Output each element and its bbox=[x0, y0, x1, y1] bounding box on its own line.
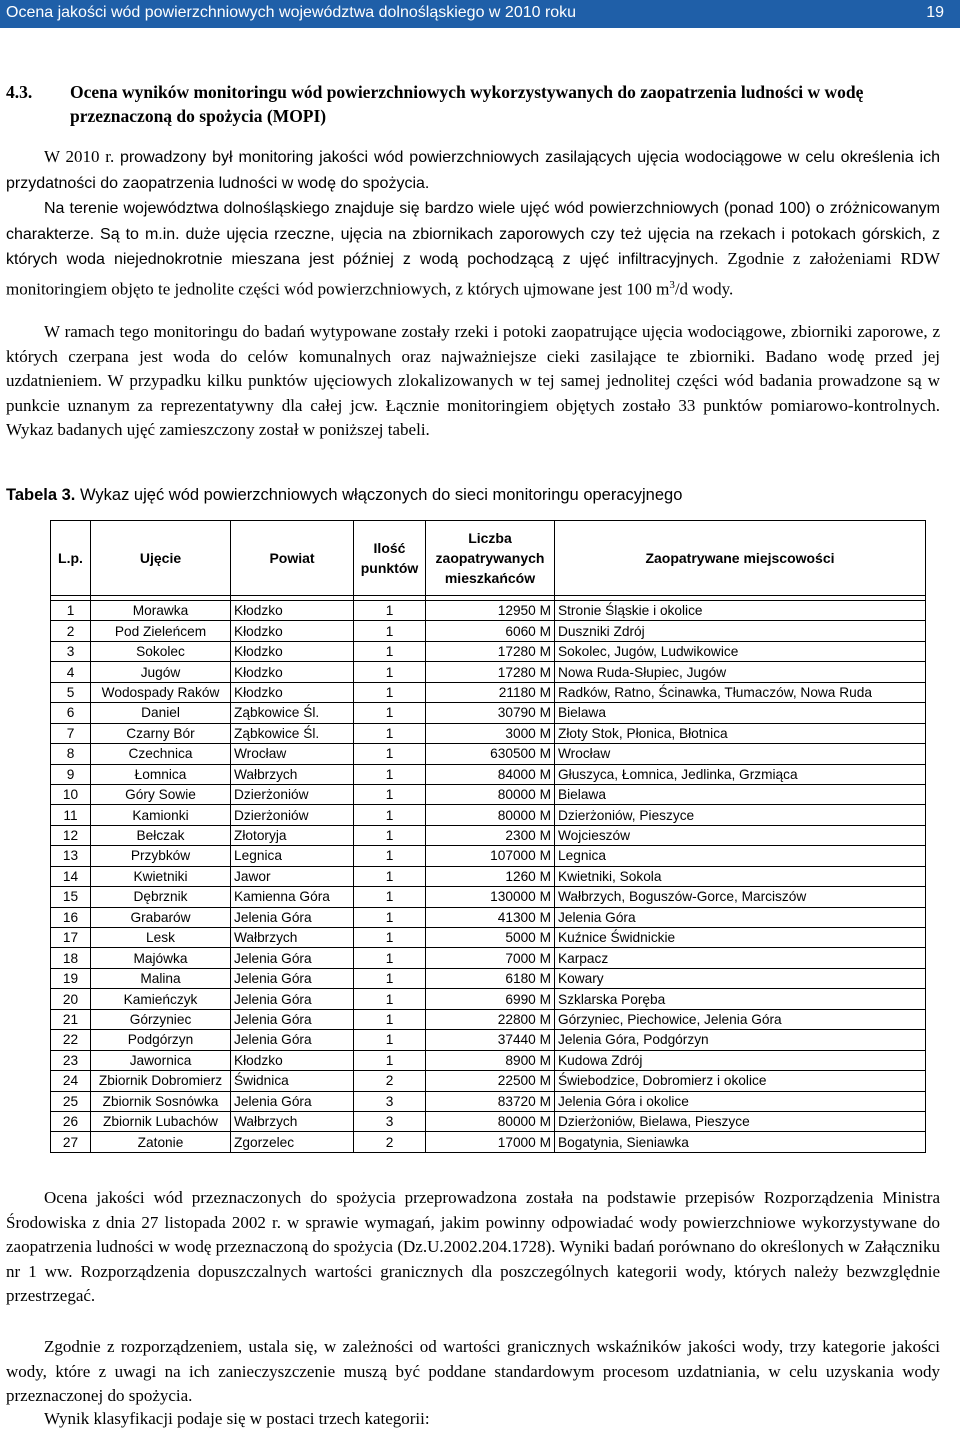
table-row bbox=[51, 1050, 926, 1070]
cell-miejscowosci: Złoty Stok, Płonica, Błotnica bbox=[555, 723, 926, 743]
cell-ujecie: Morawka bbox=[91, 601, 231, 621]
cell-ilosc: 1 bbox=[354, 1009, 426, 1029]
cell-liczba: 130000 M bbox=[426, 887, 555, 907]
cell-miejscowosci: Kwietniki, Sokola bbox=[555, 866, 926, 886]
cell-ilosc: 1 bbox=[354, 846, 426, 866]
table-row bbox=[51, 989, 926, 1009]
cell-ilosc: 1 bbox=[354, 805, 426, 825]
cell-miejscowosci: Kudowa Zdrój bbox=[555, 1050, 926, 1070]
cell-ujecie: Lesk bbox=[91, 928, 231, 948]
cell-ujecie: Majówka bbox=[91, 948, 231, 968]
cell-ujecie: Zbiornik Lubachów bbox=[91, 1111, 231, 1131]
table-row bbox=[51, 723, 926, 743]
header-liczba-mieszkancow: Liczba zaopatrywanych mieszkańców bbox=[426, 521, 555, 596]
cell-ilosc: 1 bbox=[354, 1030, 426, 1050]
paragraph-2-sans: Na terenie województwa dolnośląskiego znajduje się bardzo wiele ujęć wód powierzchniowych (ponad 100) o zróżnicowanym charakterze. Są to m.in. duże ujęcia rzeczne, ujęcia na zbiornikach zaporowych czy też ujęcia na rzekach i potokach górskich, z których woda niejednokrotnie mieszana jest później z wodą pochodzącą z ujęć infiltracyjnych. bbox=[6, 200, 940, 269]
cell-powiat: Świdnica bbox=[231, 1071, 354, 1091]
cell-ujecie: Zbiornik Dobromierz bbox=[91, 1071, 231, 1091]
table-row bbox=[51, 641, 926, 661]
cell-miejscowosci: Bielawa bbox=[555, 703, 926, 723]
header-ilosc-punktow: Ilość punktów bbox=[354, 521, 426, 596]
cell-lp: 21 bbox=[51, 1009, 91, 1029]
cell-liczba: 41300 M bbox=[426, 907, 555, 927]
cell-ilosc: 1 bbox=[354, 784, 426, 804]
cell-ujecie: Łomnica bbox=[91, 764, 231, 784]
cell-liczba: 17280 M bbox=[426, 662, 555, 682]
cell-powiat: Wrocław bbox=[231, 744, 354, 764]
paragraph-2-end: /d wody. bbox=[674, 279, 734, 299]
cell-miejscowosci: Stronie Śląskie i okolice bbox=[555, 601, 926, 621]
cell-ujecie: Podgórzyn bbox=[91, 1030, 231, 1050]
cell-lp: 25 bbox=[51, 1091, 91, 1111]
cell-powiat: Kamienna Góra bbox=[231, 887, 354, 907]
table-row bbox=[51, 805, 926, 825]
cell-powiat: Jelenia Góra bbox=[231, 907, 354, 927]
cell-miejscowosci: Dzierżoniów, Bielawa, Pieszyce bbox=[555, 1111, 926, 1131]
cell-ujecie: Malina bbox=[91, 968, 231, 988]
section-number: 4.3. bbox=[6, 82, 33, 102]
cell-powiat: Kłodzko bbox=[231, 662, 354, 682]
cell-powiat: Jelenia Góra bbox=[231, 1091, 354, 1111]
table-row bbox=[51, 907, 926, 927]
cell-powiat: Wałbrzych bbox=[231, 928, 354, 948]
paragraph-1-body: prowadzony był monitoring jakości wód powierzchniowych zasilających ujęcia wodociągowe w celu określenia ich przydatności do zaopatrzenia ludności w wodę do spożycia. bbox=[6, 149, 940, 192]
paragraph-1-lead: W 2010 r. bbox=[44, 147, 120, 166]
cell-lp: 14 bbox=[51, 866, 91, 886]
cell-liczba: 84000 M bbox=[426, 764, 555, 784]
cell-lp: 11 bbox=[51, 805, 91, 825]
table-row bbox=[51, 764, 926, 784]
cell-ilosc: 1 bbox=[354, 744, 426, 764]
paragraph-1 bbox=[6, 145, 940, 196]
cell-lp: 22 bbox=[51, 1030, 91, 1050]
cell-ilosc: 1 bbox=[354, 621, 426, 641]
cell-lp: 3 bbox=[51, 641, 91, 661]
cell-ujecie: Daniel bbox=[91, 703, 231, 723]
cell-lp: 16 bbox=[51, 907, 91, 927]
table-row bbox=[51, 1030, 926, 1050]
cell-liczba: 22800 M bbox=[426, 1009, 555, 1029]
cell-miejscowosci: Bielawa bbox=[555, 784, 926, 804]
cell-ilosc: 1 bbox=[354, 641, 426, 661]
cell-ilosc: 1 bbox=[354, 764, 426, 784]
table-row bbox=[51, 703, 926, 723]
cell-miejscowosci: Wałbrzych, Boguszów-Gorce, Marciszów bbox=[555, 887, 926, 907]
cell-ilosc: 1 bbox=[354, 662, 426, 682]
header-lp: L.p. bbox=[51, 521, 91, 596]
cell-lp: 4 bbox=[51, 662, 91, 682]
table-row bbox=[51, 968, 926, 988]
cell-ujecie: Kamionki bbox=[91, 805, 231, 825]
cell-ilosc: 2 bbox=[354, 1132, 426, 1152]
cell-powiat: Kłodzko bbox=[231, 682, 354, 702]
cell-lp: 12 bbox=[51, 825, 91, 845]
cell-ilosc: 1 bbox=[354, 887, 426, 907]
cell-liczba: 6180 M bbox=[426, 968, 555, 988]
cell-powiat: Zgorzelec bbox=[231, 1132, 354, 1152]
cell-powiat: Dzierżoniów bbox=[231, 784, 354, 804]
cell-miejscowosci: Duszniki Zdrój bbox=[555, 621, 926, 641]
section-heading bbox=[6, 80, 946, 128]
cell-powiat: Jelenia Góra bbox=[231, 989, 354, 1009]
table-row bbox=[51, 601, 926, 621]
table-caption-label: Tabela 3. bbox=[6, 486, 76, 504]
cell-liczba: 5000 M bbox=[426, 928, 555, 948]
cell-ilosc: 1 bbox=[354, 968, 426, 988]
table-row bbox=[51, 948, 926, 968]
cell-lp: 15 bbox=[51, 887, 91, 907]
cell-miejscowosci: Wrocław bbox=[555, 744, 926, 764]
cell-ilosc: 1 bbox=[354, 1050, 426, 1070]
table-row bbox=[51, 784, 926, 804]
cell-liczba: 6990 M bbox=[426, 989, 555, 1009]
cell-liczba: 17280 M bbox=[426, 641, 555, 661]
cell-lp: 27 bbox=[51, 1132, 91, 1152]
cell-ujecie: Kwietniki bbox=[91, 866, 231, 886]
table-row bbox=[51, 744, 926, 764]
cell-ilosc: 1 bbox=[354, 989, 426, 1009]
cell-powiat: Ząbkowice Śl. bbox=[231, 723, 354, 743]
cell-liczba: 6060 M bbox=[426, 621, 555, 641]
cell-miejscowosci: Jelenia Góra bbox=[555, 907, 926, 927]
cell-ilosc: 1 bbox=[354, 682, 426, 702]
paragraph-2-serif: Zgodnie z założeniami RDW monitoringiem objęto te jednolite części wód powierzchniowych, z których ujmowane jest 100 m bbox=[6, 249, 940, 299]
cell-powiat: Kłodzko bbox=[231, 641, 354, 661]
cell-liczba: 7000 M bbox=[426, 948, 555, 968]
table-row bbox=[51, 1111, 926, 1131]
cell-powiat: Wałbrzych bbox=[231, 764, 354, 784]
cell-ilosc: 1 bbox=[354, 928, 426, 948]
cell-liczba: 107000 M bbox=[426, 846, 555, 866]
table-row bbox=[51, 887, 926, 907]
cell-lp: 24 bbox=[51, 1071, 91, 1091]
table-row bbox=[51, 1009, 926, 1029]
cell-ujecie: Czarny Bór bbox=[91, 723, 231, 743]
cell-powiat: Dzierżoniów bbox=[231, 805, 354, 825]
cell-ujecie: Zatonie bbox=[91, 1132, 231, 1152]
paragraph-5: Zgodnie z rozporządzeniem, ustala się, w zależności od wartości granicznych wskaźników jakości wody, trzy kategorie jakości wody, które z uwagi na ich zanieczyszczenie muszą być poddane standardowym procesom uzdatniania, w celu uzyskania wody przeznaczonej do spożycia. bbox=[6, 1337, 940, 1406]
header-title: Ocena jakości wód powierzchniowych województwa dolnośląskiego w 2010 roku bbox=[6, 4, 577, 21]
cell-lp: 18 bbox=[51, 948, 91, 968]
table-row bbox=[51, 1091, 926, 1111]
cell-ujecie: Sokolec bbox=[91, 641, 231, 661]
cell-miejscowosci: Legnica bbox=[555, 846, 926, 866]
cell-liczba: 80000 M bbox=[426, 784, 555, 804]
table-row bbox=[51, 662, 926, 682]
cell-ilosc: 3 bbox=[354, 1111, 426, 1131]
cell-ilosc: 1 bbox=[354, 825, 426, 845]
cell-miejscowosci: Szklarska Poręba bbox=[555, 989, 926, 1009]
cell-liczba: 1260 M bbox=[426, 866, 555, 886]
cell-ujecie: Kamieńczyk bbox=[91, 989, 231, 1009]
cell-powiat: Ząbkowice Śl. bbox=[231, 703, 354, 723]
cell-liczba: 21180 M bbox=[426, 682, 555, 702]
cell-ilosc: 3 bbox=[354, 1091, 426, 1111]
cell-liczba: 3000 M bbox=[426, 723, 555, 743]
table-row bbox=[51, 1132, 926, 1152]
cell-miejscowosci: Dzierżoniów, Pieszyce bbox=[555, 805, 926, 825]
cell-liczba: 80000 M bbox=[426, 1111, 555, 1131]
paragraph-3: W ramach tego monitoringu do badań wytypowane zostały rzeki i potoki zaopatrujące ujęcia wodociągowe, zbiorniki zaporowe, z których czerpana jest woda do celów komunalnych oraz najważniejsze cieki zasilające te zbiorniki. Badano wodę przed jej uzdatnieniem. W przypadku kilku punktów ujęciowych zlokalizowanych w tej samej jednolitej części wód badania prowadzone są w punkcie uznanym za reprezentatywny dla całej jcw. Łącznie monitoringiem objętych zostało 33 punktów pomiarowo-kontrolnych. Wykaz badanych ujęć zamieszczony został w poniższej tabeli. bbox=[6, 322, 940, 440]
intakes-table bbox=[50, 520, 926, 1153]
cell-liczba: 37440 M bbox=[426, 1030, 555, 1050]
cell-ujecie: Jugów bbox=[91, 662, 231, 682]
cell-lp: 5 bbox=[51, 682, 91, 702]
section-title: Ocena wyników monitoringu wód powierzchniowych wykorzystywanych do zaopatrzenia ludności w wodę przeznaczoną do spożycia (MOPI) bbox=[70, 82, 864, 126]
page-header bbox=[0, 0, 960, 28]
cell-powiat: Kłodzko bbox=[231, 1050, 354, 1070]
cell-liczba: 80000 M bbox=[426, 805, 555, 825]
cell-liczba: 17000 M bbox=[426, 1132, 555, 1152]
superscript-3: 3 bbox=[669, 278, 675, 291]
cell-powiat: Jelenia Góra bbox=[231, 968, 354, 988]
cell-lp: 17 bbox=[51, 928, 91, 948]
cell-ilosc: 1 bbox=[354, 948, 426, 968]
cell-powiat: Jelenia Góra bbox=[231, 1009, 354, 1029]
paragraph-2 bbox=[6, 196, 940, 302]
cell-ilosc: 1 bbox=[354, 866, 426, 886]
cell-ujecie: Dębrznik bbox=[91, 887, 231, 907]
table-header-row bbox=[51, 521, 926, 596]
header-miejscowosci: Zaopatrywane miejscowości bbox=[555, 521, 926, 596]
cell-ilosc: 1 bbox=[354, 907, 426, 927]
cell-lp: 2 bbox=[51, 621, 91, 641]
cell-ujecie: Czechnica bbox=[91, 744, 231, 764]
cell-powiat: Jawor bbox=[231, 866, 354, 886]
cell-liczba: 12950 M bbox=[426, 601, 555, 621]
cell-ujecie: Przybków bbox=[91, 846, 231, 866]
cell-lp: 6 bbox=[51, 703, 91, 723]
paragraph-6: Wynik klasyfikacji podaje się w postaci trzech kategorii: bbox=[44, 1409, 430, 1428]
cell-liczba: 30790 M bbox=[426, 703, 555, 723]
table-body bbox=[51, 601, 926, 1153]
paragraph-4: Ocena jakości wód przeznaczonych do spożycia przeprowadzona została na podstawie przepisów Rozporządzenia Ministra Środowiska z dnia 27 listopada 2002 r. w sprawie wymagań, jakim powinny odpowiadać wody powierzchniowe wykorzystywane do zaopatrzenia ludności w wodę przeznaczoną do spożycia (Dz.U.2002.204.1728). Wyniki badań porównano do określonych w Załączniku nr 1 ww. Rozporządzenia dopuszczalnych wartości granicznych dla poszczególnych kategorii wody, których należy bezwzględnie przestrzegać. bbox=[6, 1188, 940, 1306]
cell-miejscowosci: Nowa Ruda-Słupiec, Jugów bbox=[555, 662, 926, 682]
cell-liczba: 83720 M bbox=[426, 1091, 555, 1111]
cell-miejscowosci: Radków, Ratno, Ścinawka, Tłumaczów, Nowa Ruda bbox=[555, 682, 926, 702]
table-row bbox=[51, 928, 926, 948]
cell-miejscowosci: Świebodzice, Dobromierz i okolice bbox=[555, 1071, 926, 1091]
cell-lp: 23 bbox=[51, 1050, 91, 1070]
cell-miejscowosci: Wojcieszów bbox=[555, 825, 926, 845]
cell-liczba: 630500 M bbox=[426, 744, 555, 764]
cell-lp: 13 bbox=[51, 846, 91, 866]
cell-liczba: 22500 M bbox=[426, 1071, 555, 1091]
cell-ujecie: Zbiornik Sosnówka bbox=[91, 1091, 231, 1111]
cell-ujecie: Pod Zieleńcem bbox=[91, 621, 231, 641]
cell-powiat: Wałbrzych bbox=[231, 1111, 354, 1131]
cell-miejscowosci: Bogatynia, Sieniawka bbox=[555, 1132, 926, 1152]
cell-miejscowosci: Sokolec, Jugów, Ludwikowice bbox=[555, 641, 926, 661]
cell-ujecie: Bełczak bbox=[91, 825, 231, 845]
cell-liczba: 2300 M bbox=[426, 825, 555, 845]
table-row bbox=[51, 825, 926, 845]
cell-ilosc: 1 bbox=[354, 703, 426, 723]
cell-lp: 19 bbox=[51, 968, 91, 988]
cell-miejscowosci: Karpacz bbox=[555, 948, 926, 968]
cell-lp: 10 bbox=[51, 784, 91, 804]
table-row bbox=[51, 846, 926, 866]
cell-powiat: Kłodzko bbox=[231, 621, 354, 641]
table-row bbox=[51, 866, 926, 886]
cell-powiat: Jelenia Góra bbox=[231, 948, 354, 968]
header-powiat: Powiat bbox=[231, 521, 354, 596]
cell-miejscowosci: Jelenia Góra i okolice bbox=[555, 1091, 926, 1111]
cell-powiat: Kłodzko bbox=[231, 601, 354, 621]
cell-ujecie: Jawornica bbox=[91, 1050, 231, 1070]
table-caption bbox=[6, 486, 682, 505]
table-row bbox=[51, 621, 926, 641]
cell-ilosc: 1 bbox=[354, 601, 426, 621]
cell-ilosc: 1 bbox=[354, 723, 426, 743]
table-row bbox=[51, 1071, 926, 1091]
cell-miejscowosci: Kuźnice Świdnickie bbox=[555, 928, 926, 948]
cell-miejscowosci: Górzyniec, Piechowice, Jelenia Góra bbox=[555, 1009, 926, 1029]
cell-miejscowosci: Jelenia Góra, Podgórzyn bbox=[555, 1030, 926, 1050]
cell-powiat: Legnica bbox=[231, 846, 354, 866]
cell-lp: 7 bbox=[51, 723, 91, 743]
page-number: 19 bbox=[926, 4, 944, 21]
cell-ujecie: Góry Sowie bbox=[91, 784, 231, 804]
cell-powiat: Jelenia Góra bbox=[231, 1030, 354, 1050]
header-ujecie: Ujęcie bbox=[91, 521, 231, 596]
cell-lp: 20 bbox=[51, 989, 91, 1009]
cell-lp: 26 bbox=[51, 1111, 91, 1131]
table-caption-text: Wykaz ujęć wód powierzchniowych włączonych do sieci monitoringu operacyjnego bbox=[75, 486, 683, 504]
cell-ujecie: Górzyniec bbox=[91, 1009, 231, 1029]
cell-ujecie: Wodospady Raków bbox=[91, 682, 231, 702]
cell-miejscowosci: Kowary bbox=[555, 968, 926, 988]
cell-liczba: 8900 M bbox=[426, 1050, 555, 1070]
cell-miejscowosci: Głuszyca, Łomnica, Jedlinka, Grzmiąca bbox=[555, 764, 926, 784]
table-row bbox=[51, 682, 926, 702]
cell-lp: 8 bbox=[51, 744, 91, 764]
cell-lp: 1 bbox=[51, 601, 91, 621]
cell-ujecie: Grabarów bbox=[91, 907, 231, 927]
cell-powiat: Złotoryja bbox=[231, 825, 354, 845]
cell-lp: 9 bbox=[51, 764, 91, 784]
cell-ilosc: 2 bbox=[354, 1071, 426, 1091]
